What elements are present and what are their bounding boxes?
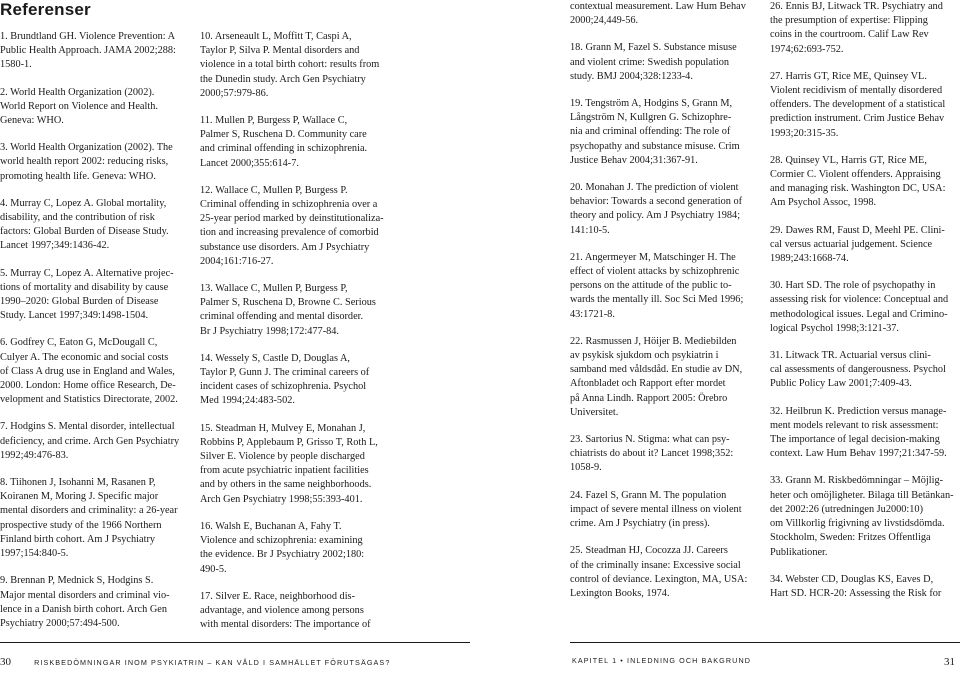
reference-text: 9. Brennan P, Mednick S, Hodgins S. Major mental disorders and criminal vio- lence in a Danish birth cohort. Arch Gen Psychiatry 2000;57:494-500. (0, 575, 170, 629)
reference-item (570, 97, 760, 168)
reference-item (770, 0, 960, 57)
reference-text: 28. Quinsey VL, Harris GT, Rice ME, Cormier C. Violent offenders. Appraising and managing risk. Washington DC, USA: Am Psychol Assoc, 1998. (770, 154, 946, 209)
reference-text: 17. Silver E. Race, neighborhood dis- advantage, and violence among persons with mental disorders: The importance of (200, 590, 371, 631)
reference-item (770, 224, 960, 267)
reference-item (200, 282, 388, 339)
reference-text: 20. Monahan J. The prediction of violent behavior: Towards a second generation of theory and policy. Am J Psychiatry 1984; 141:10-5. (570, 182, 743, 236)
reference-item (0, 30, 188, 73)
reference-text: 3. World Health Organization (2002). The world health report 2002: reducing risks, promoting health life. Geneva: WHO. (0, 142, 173, 182)
reference-column-2 (200, 30, 388, 645)
reference-item (0, 476, 188, 561)
reference-item (0, 197, 188, 254)
reference-item (0, 86, 188, 129)
reference-text: 19. Tengström A, Hodgins S, Grann M, Långström N, Kullgren G. Schizophre- nia and criminal offending: The role of psychopathy and substance misuse. Crim Justice Behav 2004;31:367-91. (570, 98, 740, 166)
reference-text: 32. Heilbrun K. Prediction versus manage- ment models relevant to risk assessment: The importance of legal decision-making context. Law Hum Behav 1997;21:347-59. (770, 405, 947, 460)
reference-text: 23. Sartorius N. Stigma: what can psy- chiatrists do about it? Lancet 1998;352: 1058-9. (570, 434, 734, 474)
reference-column-1 (0, 30, 188, 644)
page-title: Referenser (0, 0, 91, 19)
reference-item (0, 420, 188, 463)
reference-item (200, 114, 388, 171)
reference-item (570, 433, 760, 476)
reference-text: 27. Harris GT, Rice ME, Quinsey VL. Violent recidivism of mentally disordered offenders. The development of a statistical prediction instrument. Crim Justice Behav 1993;20:315-35. (770, 70, 946, 139)
reference-text: 26. Ennis BJ, Litwack TR. Psychiatry and the presumption of expertise: Flipping coins in the courtroom. Calif Law Rev 1974;62:693-752. (770, 1, 943, 55)
reference-item (200, 520, 388, 577)
reference-item (570, 335, 760, 420)
reference-column-4 (770, 0, 960, 614)
reference-text: 7. Hodgins S. Mental disorder, intellectual deficiency, and crime. Arch Gen Psychiatry 1992;49:476-83. (0, 421, 180, 461)
reference-item (0, 141, 188, 184)
reference-item (570, 181, 760, 238)
reference-column-3 (570, 0, 760, 614)
reference-text: 21. Angermeyer M, Matschinger H. The effect of violent attacks by schizophrenic persons on the attitude of the public to- wards the mentally ill. Soc Sci Med 1996; 43:1721-8. (570, 251, 744, 320)
reference-item (770, 349, 960, 392)
reference-item (200, 184, 388, 269)
reference-text: 14. Wessely S, Castle D, Douglas A, Taylor P, Gunn J. The criminal careers of incident cases of schizophrenia. Psychol Med 1994;24:483-502. (200, 352, 370, 407)
reference-item (0, 336, 188, 407)
reference-text: 8. Tiihonen J, Isohanni M, Rasanen P, Koiranen M, Moring J. Specific major mental disorders and criminality: a 26-year prospective study of the 1966 Northern Finland birth cohort. Am J Psychiatry 1997;154:840-5. (0, 477, 178, 560)
reference-text: 10. Arseneault L, Moffitt T, Caspi A, Taylor P, Silva P. Mental disorders and violence in a total birth cohort: results from the Dunedin study. Arch Gen Psychiatry 2000;57:979-86. (200, 31, 380, 99)
reference-text: 11. Mullen P, Burgess P, Wallace C, Palmer S, Ruschena D. Community care and criminal offending in schizophrenia. Lancet 2000;355:614-7. (200, 115, 368, 169)
reference-text: 30. Hart SD. The role of psychopathy in assessing risk for violence: Conceptual and methodological issues. Legal and Crimino- logical Psychol 1998;3:121-37. (770, 280, 949, 334)
reference-text: 33. Grann M. Riskbedömningar – Möjlig- heter och omöjligheter. Bilaga till Betänkan- det 2002:26 (utredningen Ju2000:10) om Villkorlig frigivning av livstidsdömda. Stockholm, Sweden: Fritzes Offentliga Publikationer. (770, 475, 954, 558)
reference-text: 2. World Health Organization (2002). World Report on Violence and Health. Geneva: WHO. (0, 86, 158, 127)
left-running-head: RISKBEDÖMNINGAR INOM PSYKIATRIN – KAN VÅLD I SAMHÄLLET FÖRUTSÄGAS? (34, 658, 391, 667)
right-running-head: KAPITEL 1 • INLEDNING OCH BAKGRUND (572, 656, 752, 665)
reference-text: 34. Webster CD, Douglas KS, Eaves D, Hart SD. HCR-20: Assessing the Risk for (770, 573, 942, 599)
reference-item (770, 154, 960, 211)
reference-text: 5. Murray C, Lopez A. Alternative projec- tions of mortality and disability by cause 1990–2020: Global Burden of Disease Study. Lancet 1997;349:1498-1504. (0, 267, 174, 322)
reference-text: 4. Murray C, Lopez A. Global mortality, disability, and the contribution of risk factors: Global Burden of Disease Study. Lancet 1997;349:1436-42. (0, 197, 169, 252)
footer-right (572, 656, 751, 670)
reference-item (570, 251, 760, 322)
reference-text: 13. Wallace C, Mullen P, Burgess P, Palmer S, Ruschena D, Browne C. Serious criminal offending and mental disorder. Br J Psychiatry 1998;172:477-84. (200, 283, 376, 337)
footer-right-page (944, 656, 955, 670)
reference-item (570, 41, 760, 84)
reference-text: 31. Litwack TR. Actuarial versus clini- cal assessments of dangerousness. Psychol Public Policy Law 2001;7:409-43. (770, 350, 946, 390)
reference-text: 22. Rasmussen J, Höijer B. Mediebilden av psykisk sjukdom och psykiatrin i samband med våldsdåd. En studie av DN, Aftonbladet och Rapport efter mordet på Anna Lindh. Rapport 2005: Örebro Universitet. (570, 335, 743, 418)
reference-text: 24. Fazel S, Grann M. The population impact of severe mental illness on violent crime. Am J Psychiatry (in press). (570, 489, 742, 530)
reference-text: 25. Steadman HJ, Cocozza JJ. Careers of the criminally insane: Excessive social control of deviance. Lexington, MA, USA: Lexington Books, 1974. (570, 545, 748, 599)
reference-text: 15. Steadman H, Mulvey E, Monahan J, Robbins P, Applebaum P, Grisso T, Roth L, Silver E. Violence by people discharged from acute psychiatric inpatient facilities and by others in the same neighborhoods. Arch Gen Psychiatry 1998;55:393-401. (200, 422, 378, 505)
footer-rule-left (0, 642, 470, 643)
reference-text: 18. Grann M, Fazel S. Substance misuse and violent crime: Swedish population study. BMJ 2004;328:1233-4. (570, 42, 737, 82)
footer-rule-right (570, 642, 960, 643)
reference-item (770, 573, 960, 601)
reference-item (200, 30, 388, 101)
reference-text: contextual measurement. Law Hum Behav 2000;24,449-56. (570, 1, 746, 27)
reference-item (200, 590, 388, 633)
reference-text: 1. Brundtland GH. Violence Prevention: A Public Health Approach. JAMA 2002;288: 1580-1. (0, 31, 176, 71)
reference-text: 6. Godfrey C, Eaton G, McDougall C, Culyer A. The economic and social costs of Class A drug use in England and Wales, 2000. London: Home office Research, De- velopment and Statistics Directorate, 2002. (0, 337, 178, 406)
reference-item (200, 352, 388, 409)
reference-item (770, 279, 960, 336)
reference-item (570, 544, 760, 601)
reference-text: 29. Dawes RM, Faust D, Meehl PE. Clini- cal versus actuarial judgement. Science 1989;243:1668-74. (770, 224, 945, 265)
reference-text: 16. Walsh E, Buchanan A, Fahy T. Violence and schizophrenia: examining the evidence. Br J Psychiatry 2002;180: 490-5. (200, 520, 365, 575)
left-page-number: 30 (0, 656, 11, 668)
reference-item (570, 489, 760, 532)
right-page-number: 31 (944, 656, 955, 668)
reference-item (0, 267, 188, 324)
reference-item (570, 0, 760, 28)
reference-item (0, 574, 188, 631)
footer-left (0, 656, 390, 670)
reference-text: 12. Wallace C, Mullen P, Burgess P. Criminal offending in schizophrenia over a 25-year period marked by deinstitutionaliza- tion and increasing prevalence of comorbid substance use disorders. Am J Psychiatry 2004;161:716-27. (200, 184, 384, 267)
reference-item (770, 474, 960, 559)
reference-item (200, 422, 388, 507)
reference-item (770, 405, 960, 462)
reference-item (770, 70, 960, 141)
